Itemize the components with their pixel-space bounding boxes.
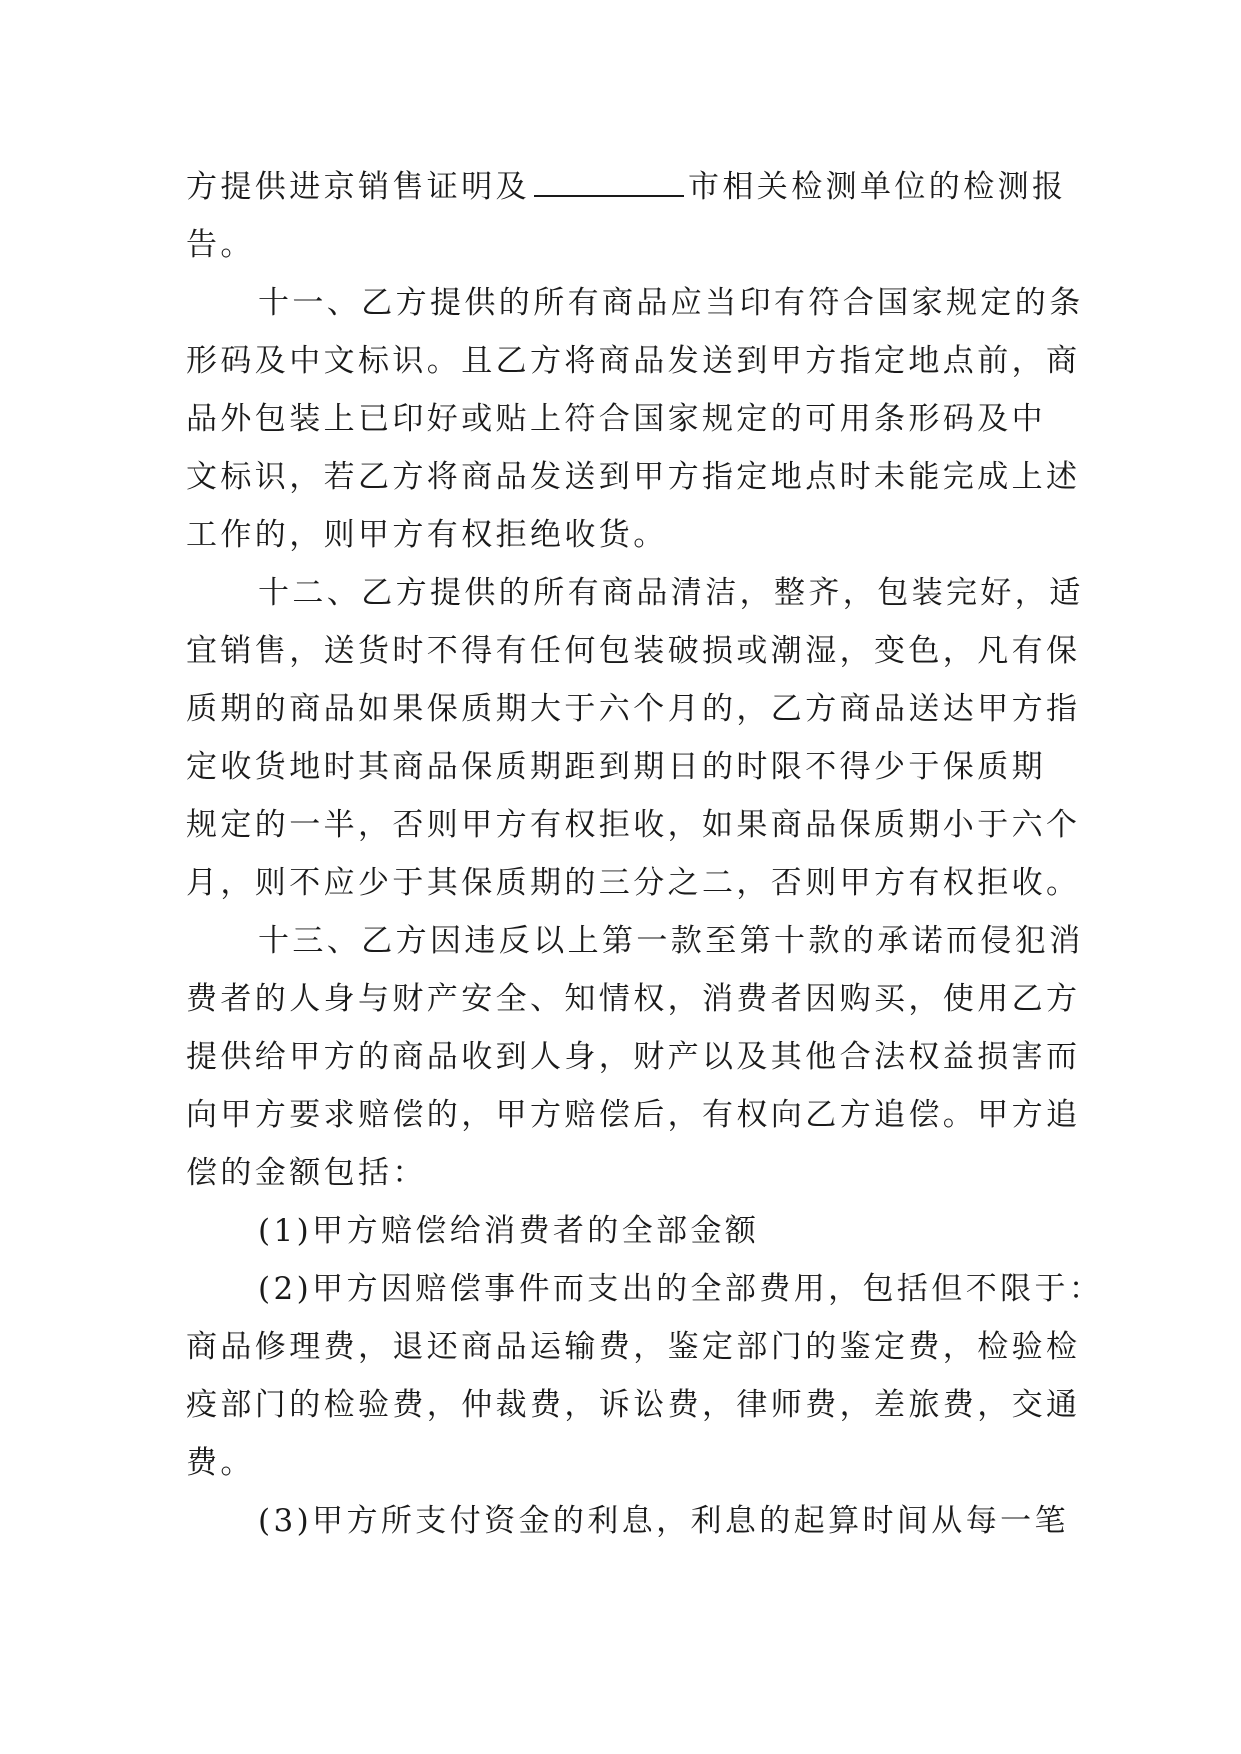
text-line: 质期的商品如果保质期大于六个月的，乙方商品送达甲方指 — [186, 691, 1081, 727]
text-line: 费者的人身与财产安全、知情权，消费者因购买，使用乙方 — [186, 981, 1081, 1017]
text-line: 十二、乙方提供的所有商品清洁，整齐，包装完好，适 — [258, 575, 1084, 611]
text-line: 宜销售，送货时不得有任何包装破损或潮湿，变色，凡有保 — [186, 633, 1081, 669]
line-text-pre: 方提供进京销售证明及 — [186, 169, 530, 205]
text-line: (2)甲方因赔偿事件而支出的全部费用，包括但不限于： — [258, 1271, 1104, 1307]
text-line: (3)甲方所支付资金的利息，利息的起算时间从每一笔 — [258, 1503, 1069, 1539]
text-line: 疫部门的检验费，仲裁费，诉讼费，律师费，差旅费，交通 — [186, 1387, 1081, 1423]
text-line: 文标识，若乙方将商品发送到甲方指定地点时未能完成上述 — [186, 459, 1081, 495]
paragraph-item1 — [186, 1202, 1056, 1260]
paragraph-p13 — [186, 912, 1084, 1202]
paragraph-p0 — [186, 158, 1067, 274]
text-line: (1)甲方赔偿给消费者的全部金额 — [258, 1213, 760, 1249]
document-page — [186, 158, 1104, 1550]
paragraph-p12 — [186, 564, 1084, 912]
text-line: 商品修理费，退还商品运输费，鉴定部门的鉴定费，检验检 — [186, 1329, 1081, 1365]
line-text-post: 市相关检测单位的检测报 — [688, 169, 1067, 205]
paragraph-item3 — [186, 1492, 1069, 1550]
text-line: 向甲方要求赔偿的，甲方赔偿后，有权向乙方追偿。甲方追 — [186, 1097, 1081, 1133]
text-line: 定收货地时其商品保质期距到期日的时限不得少于保质期 — [186, 749, 1046, 785]
text-line: 偿的金额包括： — [186, 1155, 427, 1191]
text-line — [186, 158, 1067, 216]
text-line: 十三、乙方因违反以上第一款至第十款的承诺而侵犯消 — [258, 923, 1084, 959]
text-line: 月，则不应少于其保质期的三分之二，否则甲方有权拒收。 — [186, 865, 1081, 901]
text-line: 品外包装上已印好或贴上符合国家规定的可用条形码及中 — [186, 401, 1046, 437]
text-line: 提供给甲方的商品收到人身，财产以及其他合法权益损害而 — [186, 1039, 1081, 1075]
text-line: 十一、乙方提供的所有商品应当印有符合国家规定的条 — [258, 285, 1084, 321]
text-line: 规定的一半，否则甲方有权拒收，如果商品保质期小于六个 — [186, 807, 1081, 843]
text-line: 费。 — [186, 1445, 255, 1481]
paragraph-p11 — [186, 274, 1084, 564]
text-line: 告。 — [186, 227, 255, 263]
fill-in-blank — [534, 194, 684, 197]
paragraph-item2 — [186, 1260, 1104, 1492]
text-line: 工作的，则甲方有权拒绝收货。 — [186, 517, 668, 553]
text-line: 形码及中文标识。且乙方将商品发送到甲方指定地点前，商 — [186, 343, 1081, 379]
